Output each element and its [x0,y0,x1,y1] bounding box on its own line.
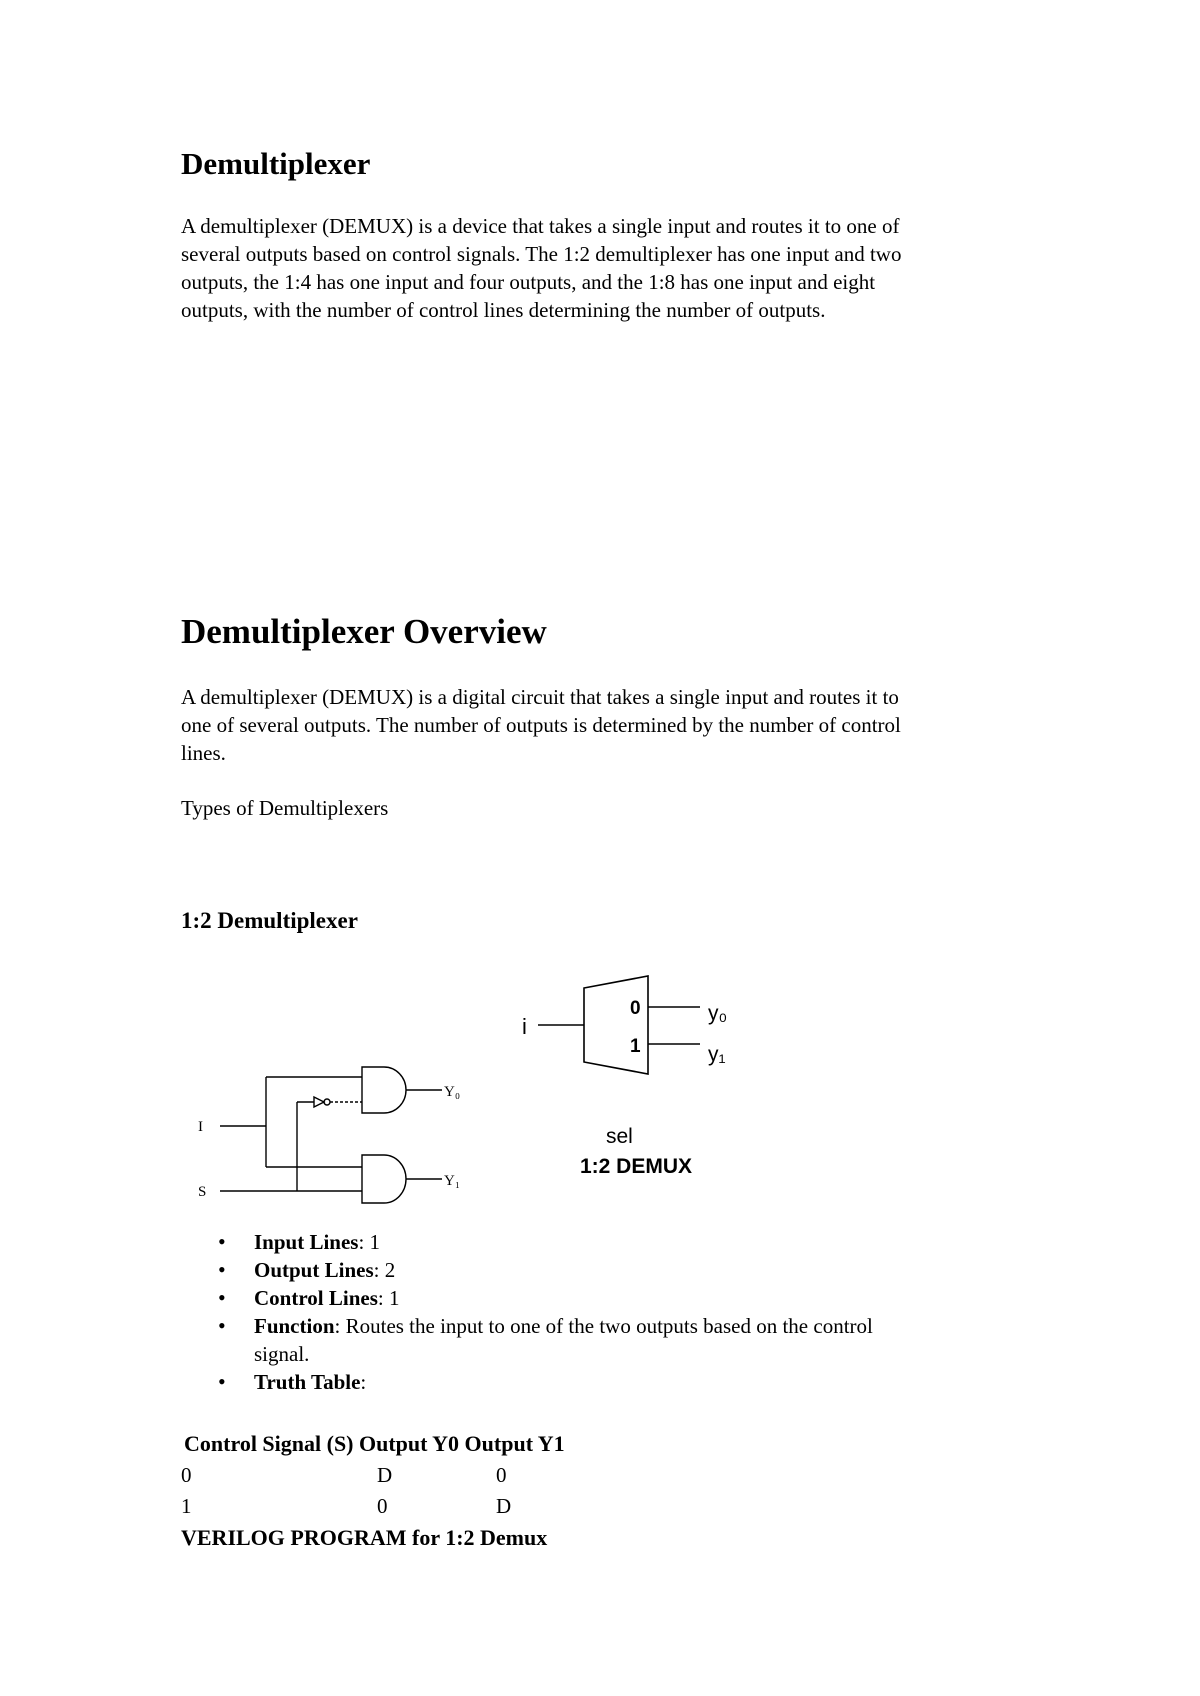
select-label: S [198,1184,207,1200]
gate-level-diagram [196,1065,496,1215]
table-row [181,1494,781,1524]
paragraph-line: outputs, the 1:4 has one input and four outputs, and the 1:8 has one input and eight [181,270,876,294]
paragraph-line: outputs, with the number of control lines determining the number of outputs. [181,298,826,322]
input-label: I [198,1119,203,1135]
spec-key: Control Lines [254,1286,378,1310]
table-cell: 0 [496,1463,507,1487]
spec-value-continued: signal. [254,1342,310,1366]
truth-table-header: Control Signal (S) Output Y0 Output Y1 [184,1431,565,1456]
output-label-y1: y₁ [708,1043,726,1066]
list-item [218,1256,998,1284]
list-item [218,1312,998,1368]
port-label-0: 0 [630,998,641,1019]
spec-key: Output Lines [254,1258,374,1282]
output-label-y0: Y₀ [444,1084,461,1100]
table-cell: 0 [181,1463,192,1487]
overview-paragraph [181,683,1041,767]
and-gate-bottom [362,1155,406,1203]
table-cell: D [496,1494,512,1518]
verilog-heading: VERILOG PROGRAM for 1:2 Demux [181,1525,548,1550]
spec-value: : 2 [373,1258,396,1282]
section-title: Demultiplexer [181,146,371,181]
input-label: i [522,1014,527,1039]
sel-label: sel [606,1125,633,1145]
overview-title: Demultiplexer Overview [181,612,547,651]
table-cell: 0 [377,1494,388,1518]
table-cell: D [377,1463,393,1487]
table-row [181,1463,781,1493]
demux-block-diagram [518,970,758,1145]
table-cell: 1 [181,1494,192,1518]
spec-value: : Routes the input to one of the two outputs based on the control [334,1314,873,1338]
paragraph-line: A demultiplexer (DEMUX) is a device that takes a single input and routes it to one of [181,214,900,238]
list-item [218,1368,998,1396]
output-label-y0: y₀ [708,1002,728,1025]
spec-key: Truth Table [254,1370,361,1394]
types-heading: Types of Demultiplexers [181,796,389,820]
spec-value: : 1 [358,1230,381,1254]
list-item [218,1228,998,1256]
paragraph-line: lines. [181,741,226,765]
paragraph-line: several outputs based on control signals. The 1:2 demultiplexer has one input and two [181,242,902,266]
port-label-1: 1 [630,1036,641,1057]
list-item [218,1284,998,1312]
and-gate-top [362,1067,406,1113]
intro-paragraph [181,212,1041,324]
output-label-y1: Y₁ [444,1173,461,1189]
spec-key: Function [254,1314,335,1338]
paragraph-line: one of several outputs. The number of outputs is determined by the number of control [181,713,901,737]
paragraph-line: A demultiplexer (DEMUX) is a digital circuit that takes a single input and routes it to [181,685,899,709]
demux-trapezoid [584,976,648,1074]
demux-caption: 1:2 DEMUX [580,1155,693,1178]
spec-key: Input Lines [254,1230,359,1254]
not-gate [314,1097,324,1107]
spec-value: : 1 [377,1286,400,1310]
spec-list [218,1228,998,1396]
spec-value: : [360,1370,367,1394]
demux-1-2-title: 1:2 Demultiplexer [181,908,358,933]
